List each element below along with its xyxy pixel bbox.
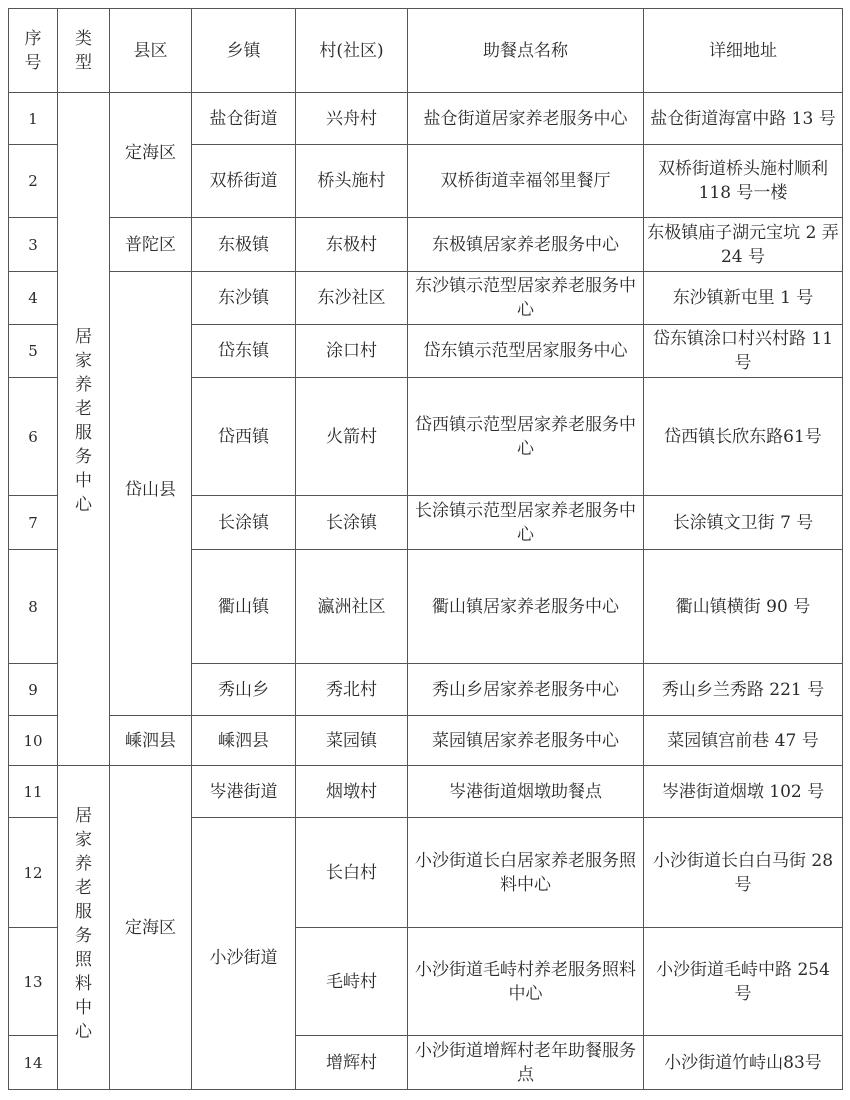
row-seq: 11 <box>9 766 58 818</box>
header-county: 县区 <box>110 9 192 93</box>
town-cell-xiaosha: 小沙街道 <box>192 818 296 1090</box>
row-site-name: 东极镇居家养老服务中心 <box>408 218 644 272</box>
county-cell-daishan: 岱山县 <box>110 272 192 716</box>
row-address: 小沙街道毛峙中路 254 号 <box>644 928 843 1036</box>
row-village: 毛峙村 <box>296 928 408 1036</box>
county-cell-dinghai-2: 定海区 <box>110 766 192 1090</box>
header-seq: 序号 <box>9 9 58 93</box>
row-village: 东极村 <box>296 218 408 272</box>
row-village: 长白村 <box>296 818 408 928</box>
row-village: 菜园镇 <box>296 716 408 766</box>
row-seq: 1 <box>9 93 58 145</box>
row-address: 长涂镇文卫街 7 号 <box>644 496 843 550</box>
row-village: 长涂镇 <box>296 496 408 550</box>
row-address: 东极镇庙子湖元宝坑 2 弄 24 号 <box>644 218 843 272</box>
row-village: 秀北村 <box>296 664 408 716</box>
meal-site-table <box>8 8 843 1090</box>
row-village: 瀛洲社区 <box>296 550 408 664</box>
row-town: 长涂镇 <box>192 496 296 550</box>
row-town: 嵊泗县 <box>192 716 296 766</box>
header-row <box>9 9 843 93</box>
type-cell-2: 居家养老服务照料中心 <box>58 766 110 1090</box>
header-address: 详细地址 <box>644 9 843 93</box>
table-row <box>9 93 843 145</box>
row-site-name: 盐仓街道居家养老服务中心 <box>408 93 644 145</box>
table-row <box>9 716 843 766</box>
row-address: 东沙镇新屯里 1 号 <box>644 272 843 325</box>
row-seq: 13 <box>9 928 58 1036</box>
row-seq: 6 <box>9 378 58 496</box>
row-site-name: 小沙街道毛峙村养老服务照料中心 <box>408 928 644 1036</box>
row-site-name: 秀山乡居家养老服务中心 <box>408 664 644 716</box>
county-cell-dinghai: 定海区 <box>110 93 192 218</box>
row-town: 岱东镇 <box>192 325 296 378</box>
row-address: 盐仓街道海富中路 13 号 <box>644 93 843 145</box>
row-village: 桥头施村 <box>296 145 408 218</box>
row-site-name: 衢山镇居家养老服务中心 <box>408 550 644 664</box>
row-seq: 7 <box>9 496 58 550</box>
row-town: 东沙镇 <box>192 272 296 325</box>
row-address: 小沙街道竹峙山83号 <box>644 1036 843 1090</box>
row-village: 增辉村 <box>296 1036 408 1090</box>
row-town: 岱西镇 <box>192 378 296 496</box>
row-seq: 2 <box>9 145 58 218</box>
row-town: 东极镇 <box>192 218 296 272</box>
row-address: 小沙街道长白白马街 28 号 <box>644 818 843 928</box>
row-site-name: 双桥街道幸福邻里餐厅 <box>408 145 644 218</box>
table-row <box>9 766 843 818</box>
row-site-name: 菜园镇居家养老服务中心 <box>408 716 644 766</box>
row-town: 秀山乡 <box>192 664 296 716</box>
row-site-name: 小沙街道长白居家养老服务照料中心 <box>408 818 644 928</box>
row-seq: 5 <box>9 325 58 378</box>
row-seq: 14 <box>9 1036 58 1090</box>
county-cell-putuo: 普陀区 <box>110 218 192 272</box>
row-site-name: 小沙街道增辉村老年助餐服务点 <box>408 1036 644 1090</box>
header-village: 村(社区) <box>296 9 408 93</box>
row-village: 烟墩村 <box>296 766 408 818</box>
row-site-name: 长涂镇示范型居家养老服务中心 <box>408 496 644 550</box>
row-town: 双桥街道 <box>192 145 296 218</box>
row-address: 菜园镇宫前巷 47 号 <box>644 716 843 766</box>
row-seq: 4 <box>9 272 58 325</box>
row-address: 岱西镇长欣东路61号 <box>644 378 843 496</box>
row-seq: 8 <box>9 550 58 664</box>
row-village: 兴舟村 <box>296 93 408 145</box>
row-village: 东沙社区 <box>296 272 408 325</box>
row-site-name: 岱西镇示范型居家养老服务中心 <box>408 378 644 496</box>
row-seq: 9 <box>9 664 58 716</box>
header-site-name: 助餐点名称 <box>408 9 644 93</box>
row-address: 秀山乡兰秀路 221 号 <box>644 664 843 716</box>
header-type: 类型 <box>58 9 110 93</box>
county-cell-shengsi: 嵊泗县 <box>110 716 192 766</box>
row-address: 衢山镇横街 90 号 <box>644 550 843 664</box>
type-cell-1: 居家养老服务中心 <box>58 93 110 766</box>
header-town: 乡镇 <box>192 9 296 93</box>
row-seq: 3 <box>9 218 58 272</box>
row-town: 岑港街道 <box>192 766 296 818</box>
row-site-name: 岱东镇示范型居家服务中心 <box>408 325 644 378</box>
row-village: 涂口村 <box>296 325 408 378</box>
row-town: 衢山镇 <box>192 550 296 664</box>
row-address: 双桥街道桥头施村顺利 118 号一楼 <box>644 145 843 218</box>
row-seq: 12 <box>9 818 58 928</box>
row-site-name: 岑港街道烟墩助餐点 <box>408 766 644 818</box>
row-site-name: 东沙镇示范型居家养老服务中心 <box>408 272 644 325</box>
row-address: 岑港街道烟墩 102 号 <box>644 766 843 818</box>
table-row <box>9 218 843 272</box>
row-address: 岱东镇涂口村兴村路 11 号 <box>644 325 843 378</box>
row-village: 火箭村 <box>296 378 408 496</box>
row-town: 盐仓街道 <box>192 93 296 145</box>
row-seq: 10 <box>9 716 58 766</box>
table-row <box>9 272 843 325</box>
